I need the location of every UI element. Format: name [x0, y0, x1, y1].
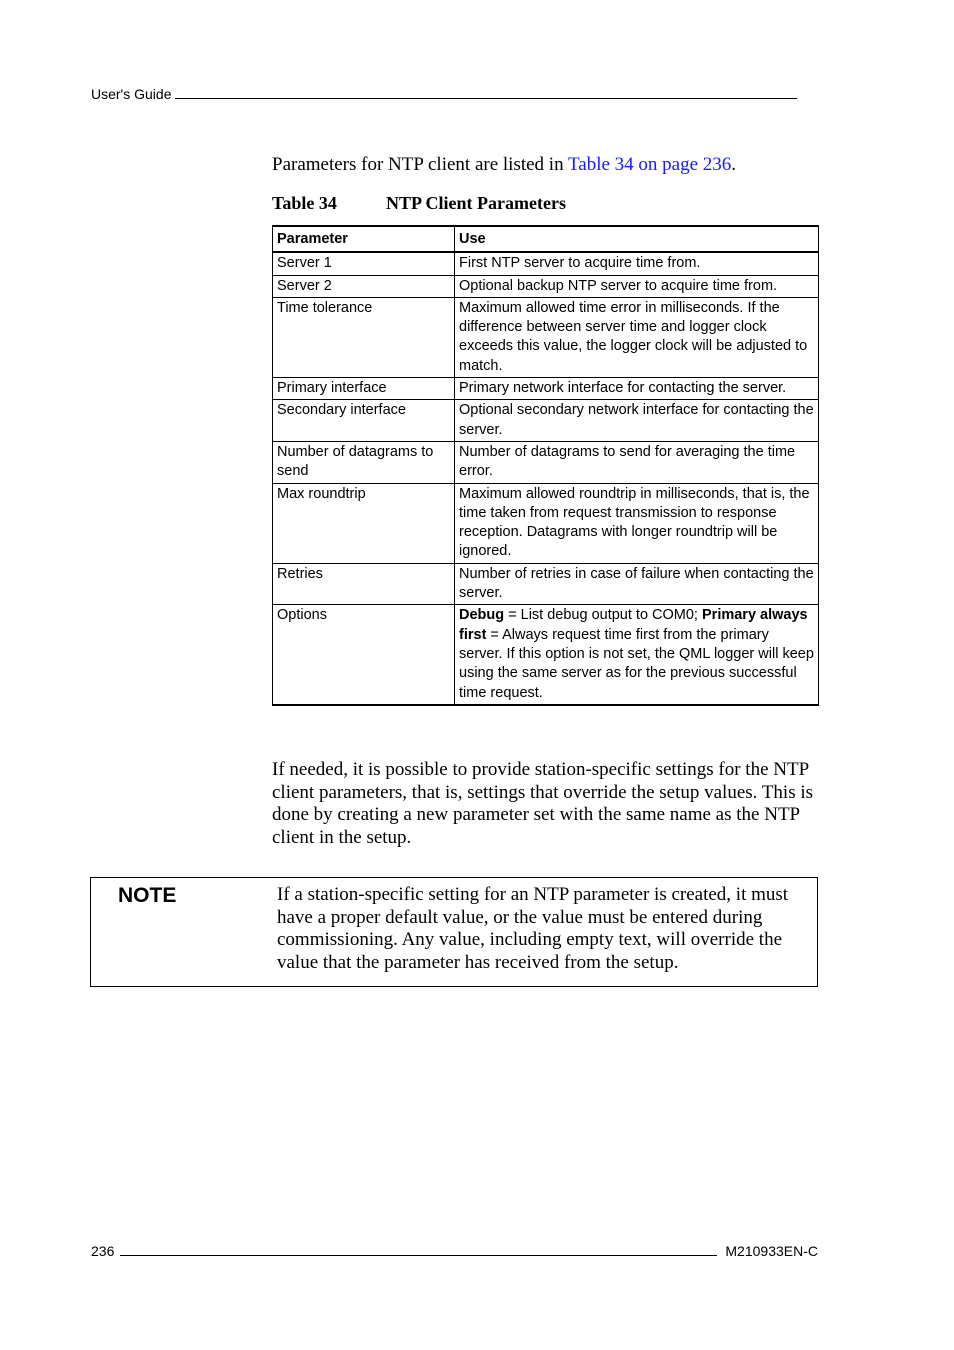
use-cell: Optional secondary network interface for contacting the server. — [455, 400, 819, 442]
param-cell: Secondary interface — [273, 400, 455, 442]
use-cell: Number of retries in case of failure when contacting the server. — [455, 563, 819, 605]
table-34-link[interactable]: Table 34 on page 236 — [568, 154, 732, 175]
body-paragraph: If needed, it is possible to provide station-specific settings for the NTP client parameters, that is, settings that override the setup values. This is done by creating a new parameter set with the same name as the NTP client in the setup. — [272, 759, 814, 849]
table-header-row — [273, 226, 819, 252]
intro-sentence: Parameters for NTP client are listed in Table 34 on page 236. — [272, 154, 737, 175]
page-footer — [91, 1243, 818, 1259]
param-cell: Time tolerance — [273, 297, 455, 377]
table-caption — [272, 193, 566, 214]
use-cell: Debug = List debug output to COM0; Primary always first = Always request time first from the primary server. If this option is not set, the QML logger will keep using the same server as for the previous successful time request. — [455, 605, 819, 705]
param-cell: Max roundtrip — [273, 483, 455, 563]
ntp-client-parameters-table — [272, 225, 819, 706]
use-cell: Maximum allowed time error in milliseconds. If the difference between server time and logger clock exceeds this value, the logger clock will be adjusted to match. — [455, 297, 819, 377]
header-title: User's Guide — [91, 86, 172, 102]
footer-rule — [120, 1243, 717, 1256]
table-row — [273, 441, 819, 483]
header-parameter: Parameter — [273, 226, 455, 252]
table-row — [273, 297, 819, 377]
note-box — [90, 877, 818, 987]
use-cell: Primary network interface for contacting the server. — [455, 378, 819, 400]
table-row — [273, 378, 819, 400]
use-cell: First NTP server to acquire time from. — [455, 252, 819, 275]
header-use: Use — [455, 226, 819, 252]
table-row — [273, 563, 819, 605]
page-header — [91, 86, 811, 102]
table-row — [273, 275, 819, 297]
use-cell: Maximum allowed roundtrip in milliseconds, that is, the time taken from request transmission to response reception. Datagrams with longer roundtrip will be ignored. — [455, 483, 819, 563]
use-cell: Optional backup NTP server to acquire time from. — [455, 275, 819, 297]
page-number: 236 — [91, 1243, 115, 1259]
param-cell: Number of datagrams to send — [273, 441, 455, 483]
table-row — [273, 400, 819, 442]
primary-always-first-term: Primary always first — [459, 607, 808, 643]
table-row — [273, 483, 819, 563]
table-caption-number: Table 34 — [272, 193, 337, 213]
document-id: M210933EN-C — [725, 1243, 818, 1259]
debug-term: Debug — [459, 607, 505, 624]
header-rule — [175, 86, 797, 99]
note-text: If a station-specific setting for an NTP parameter is created, it must have a proper default value, or the value must be entered during commissioning. Any value, including empty text, will override the value that the parameter has received from the setup. — [277, 884, 789, 974]
param-cell: Options — [273, 605, 455, 705]
table-row — [273, 252, 819, 275]
param-cell: Server 1 — [273, 252, 455, 275]
use-cell: Number of datagrams to send for averaging the time error. — [455, 441, 819, 483]
note-label: NOTE — [118, 884, 177, 907]
param-cell: Primary interface — [273, 378, 455, 400]
param-cell: Retries — [273, 563, 455, 605]
table-caption-title: NTP Client Parameters — [386, 193, 566, 213]
param-cell: Server 2 — [273, 275, 455, 297]
table-row-options — [273, 605, 819, 705]
